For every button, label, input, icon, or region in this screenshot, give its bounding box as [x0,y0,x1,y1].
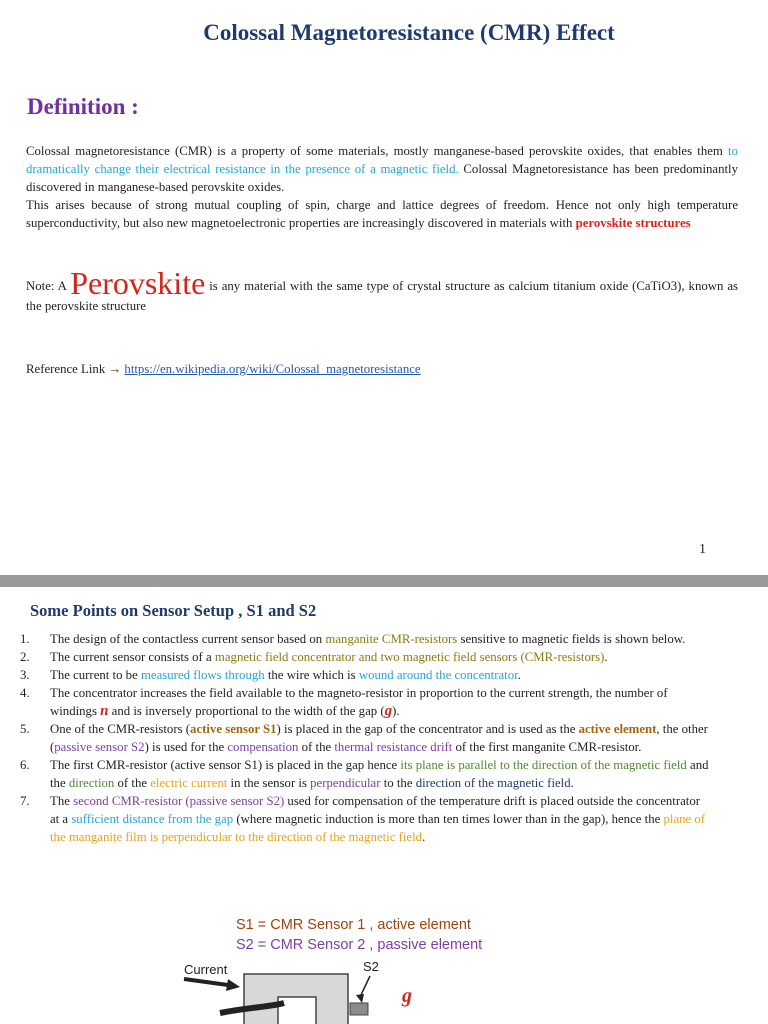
item-highlight: direction [68,776,115,790]
points-list [0,630,712,846]
list-item [0,792,712,846]
item-text: to the [380,776,416,790]
current-arrowhead [226,979,240,991]
item-text: The [50,794,74,808]
page-2 [0,587,768,1024]
item-text: used for compensation of the temperature drift is placed outside the concentrator at a [50,794,700,826]
item-text: One of the CMR-resistors ( [50,722,191,736]
symbol-n: n [100,703,109,719]
item-highlight: measured flows through [140,668,265,682]
item-number: 2. [20,650,30,664]
current-arrow [184,979,228,985]
page-separator [0,575,768,587]
reference-line [26,362,421,377]
item-highlight: second CMR-resistor (passive sensor S2) [73,794,285,808]
item-text: and is inversely proportional to the width of the gap ( [108,704,385,718]
item-text: . [422,830,426,844]
item-text: the wire which is [264,668,359,682]
item-text: sensitive to magnetic fields is shown below. [457,632,686,646]
note-perovskite: Perovskite [70,265,206,301]
symbol-g: g [384,703,393,719]
s2-pointer [360,976,370,997]
item-highlight: sufficient distance from the gap [71,812,234,826]
para1-highlight: to dramatically change their electrical resistance in the presence of a magnetic field. [26,144,738,176]
definition-text [26,142,738,232]
diagram-current-label: Current [184,962,228,977]
item-number: 4. [20,686,30,700]
item-highlight: compensation [227,740,299,754]
reference-link[interactable]: https://en.wikipedia.org/wiki/Colossal_magnetoresistance [124,362,421,376]
item-text: The current sensor consists of a [50,650,215,664]
item-text: The first CMR-resistor (active sensor S1) is placed in the gap hence [50,758,401,772]
page-title: Colossal Magnetoresistance (CMR) Effect [203,20,615,45]
para2-text: This arises because of strong mutual coupling of spin, charge and lattice degrees of freedom. Hence not only high temperature superconductivity, but also new magnetoelectronic properties are increasingly discovered in materials with [26,198,738,230]
item-text: (where magnetic induction is more than ten times lower than in the gap), hence the [233,812,664,826]
item-highlight: its plane is parallel to the direction of the magnetic field [400,758,687,772]
item-number: 7. [20,794,30,808]
item-text: in the sensor is [227,776,311,790]
item-number: 3. [20,668,30,682]
note-rest: is any material with the same type of crystal structure as calcium titanium oxide (CaTiO3), known as the perovskite structure [26,279,738,313]
note-prefix: Note: A [26,279,71,293]
list-item [0,720,712,756]
item-highlight: thermal resistance drift [334,740,453,754]
note-text [26,265,738,316]
list-item [0,630,712,648]
item-highlight: electric current [150,776,228,790]
item-highlight: direction of the magnetic field [415,776,571,790]
list-item [0,648,712,666]
item-highlight: perpendicular [310,776,381,790]
item-text: ). [392,704,400,718]
item-highlight: active element [578,722,657,736]
item-text: . [604,650,608,664]
item-text: , the other ( [50,722,708,754]
item-number: 5. [20,722,30,736]
page-number: 1 [699,542,706,557]
section-heading: Some Points on Sensor Setup , S1 and S2 [30,601,317,620]
list-item [0,756,712,792]
item-number: 1. [20,632,30,646]
concentrator-inner [278,997,316,1024]
item-text: of the first manganite CMR-resistor. [452,740,642,754]
item-number: 6. [20,758,30,772]
item-text: . [570,776,574,790]
item-highlight: manganite CMR-resistors [325,632,458,646]
item-text: . [517,668,521,682]
item-highlight: wound around the concentrator [358,668,518,682]
s2-sensor [350,1003,368,1015]
list-item [0,684,712,720]
item-text: The design of the contactless current sensor based on [50,632,326,646]
item-text: of the [298,740,335,754]
para1-text-end: Colossal Magnetoresistance has been predominantly discovered in manganese-based perovskite oxides. [26,162,738,194]
item-text: ) is used for the [144,740,228,754]
item-highlight: magnetic field concentrator and two magnetic field sensors (CMR-resistors) [214,650,605,664]
diagram-s2-label: S2 [363,959,379,974]
para2-highlight: perovskite structures [575,216,691,230]
diagram-g-label: g [402,985,412,1007]
item-text: of the [114,776,151,790]
reference-label: Reference Link → [26,362,125,376]
item-highlight: passive sensor S2 [54,740,145,754]
item-highlight: plane of the manganite film is perpendicular to the direction of the magnetic field [50,812,706,844]
item-text: ) is placed in the gap of the concentrator and is used as the [276,722,579,736]
legend-s1: S1 = CMR Sensor 1 , active element [236,917,471,933]
list-item [0,666,712,684]
item-text: The current to be [50,668,141,682]
s2-pointer-head [356,994,364,1003]
para1-text: Colossal magnetoresistance (CMR) is a property of some materials, mostly manganese-based perovskite oxides, that enables them [26,144,729,158]
sensor-diagram [180,957,440,1024]
item-highlight: active sensor S1 [190,722,277,736]
item-text: and the [50,758,709,790]
item-text: The concentrator increases the field available to the magneto-resistor in proportion to the current strength, the number of windings [50,686,668,718]
definition-heading: Definition : [27,94,139,119]
legend-s2: S2 = CMR Sensor 2 , passive element [236,937,483,953]
